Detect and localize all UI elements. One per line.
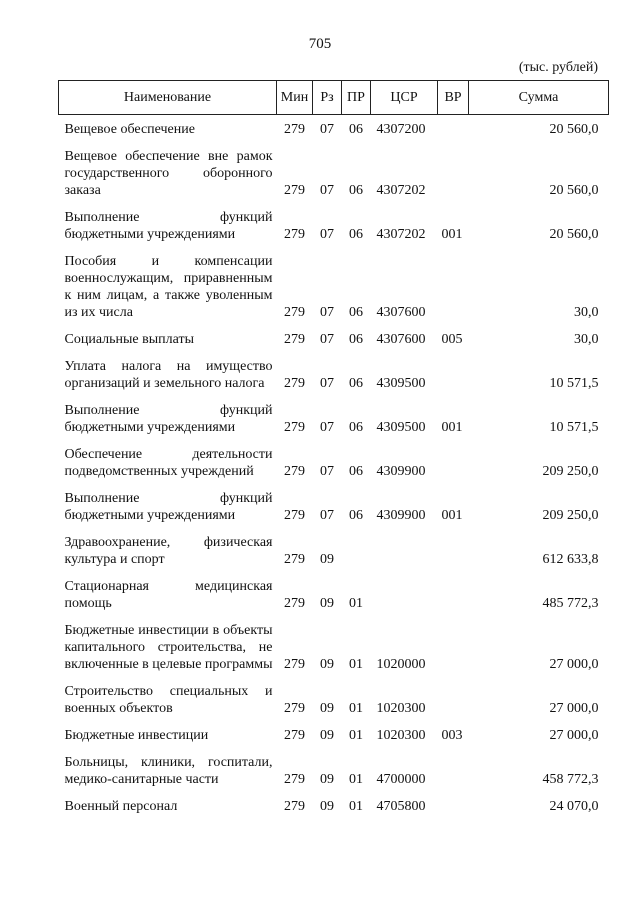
page-number: 705 <box>308 36 332 52</box>
row-rz: 07 <box>320 420 334 435</box>
row-name: Вещевое обеспечение вне рамок государственного оборонного заказа <box>64 149 273 198</box>
budget-table <box>58 80 609 819</box>
row-min: 279 <box>284 183 305 198</box>
row-sum: 20 560,0 <box>549 122 599 137</box>
table-row <box>59 396 609 440</box>
row-sum: 458 772,3 <box>542 772 599 787</box>
row-min: 279 <box>284 552 305 567</box>
row-pr: 06 <box>349 122 363 137</box>
row-csr: 4307600 <box>376 332 426 347</box>
row-pr: 06 <box>349 332 363 347</box>
table-row <box>59 748 609 792</box>
row-rz: 09 <box>320 596 334 611</box>
row-vr <box>438 748 469 792</box>
row-name: Бюджетные инвестиции <box>64 728 209 743</box>
header-rz: Рз <box>313 81 342 115</box>
table-row <box>59 528 609 572</box>
row-vr <box>438 142 469 203</box>
row-pr: 01 <box>349 799 363 814</box>
row-pr: 01 <box>349 772 363 787</box>
row-vr <box>438 616 469 677</box>
row-rz: 09 <box>320 728 334 743</box>
row-pr: 01 <box>349 728 363 743</box>
row-name: Здравоохранение, физическая культура и спорт <box>64 535 273 567</box>
table-row <box>59 721 609 748</box>
row-min: 279 <box>284 305 305 320</box>
header-min: Мин <box>277 81 313 115</box>
row-vr: 001 <box>441 420 463 435</box>
row-name: Выполнение функций бюджетными учреждениями <box>64 491 273 523</box>
row-csr: 1020000 <box>376 657 426 672</box>
row-vr: 005 <box>441 332 463 347</box>
table-row <box>59 115 609 143</box>
row-min: 279 <box>284 728 305 743</box>
row-csr: 4700000 <box>376 772 426 787</box>
row-min: 279 <box>284 376 305 391</box>
row-name: Уплата налога на имущество организаций и земельного налога <box>64 359 273 391</box>
row-name: Обеспечение деятельности подведомственных учреждений <box>64 447 273 479</box>
row-min: 279 <box>284 508 305 523</box>
row-rz: 07 <box>320 227 334 242</box>
row-csr: 4705800 <box>376 799 426 814</box>
row-name: Пособия и компенсации военнослужащим, приравненным к ним лицам, а также уволенным из их числа <box>64 254 273 320</box>
row-pr <box>342 528 371 572</box>
row-min: 279 <box>284 701 305 716</box>
row-min: 279 <box>284 657 305 672</box>
row-vr: 003 <box>441 728 463 743</box>
row-name: Бюджетные инвестиции в объекты капитального строительства, не включенные в целевые программы <box>64 623 273 672</box>
row-name: Строительство специальных и военных объектов <box>64 684 273 716</box>
row-min: 279 <box>284 420 305 435</box>
table-row <box>59 247 609 325</box>
row-sum: 27 000,0 <box>549 657 599 672</box>
row-rz: 07 <box>320 464 334 479</box>
units-label: (тыс. рублей) <box>518 60 598 75</box>
row-min: 279 <box>284 799 305 814</box>
row-sum: 20 560,0 <box>549 183 599 198</box>
row-csr: 4309500 <box>376 420 426 435</box>
row-csr: 4309500 <box>376 376 426 391</box>
table-header-row <box>59 81 609 115</box>
row-pr: 06 <box>349 508 363 523</box>
table-row <box>59 677 609 721</box>
row-csr: 1020300 <box>376 728 426 743</box>
header-name: Наименование <box>59 81 277 115</box>
row-rz: 09 <box>320 772 334 787</box>
row-csr: 1020300 <box>376 701 426 716</box>
row-csr: 4309900 <box>376 464 426 479</box>
row-name: Выполнение функций бюджетными учреждениями <box>64 210 273 242</box>
row-vr <box>438 440 469 484</box>
row-min: 279 <box>284 332 305 347</box>
row-vr <box>438 247 469 325</box>
table-row <box>59 325 609 352</box>
row-sum: 209 250,0 <box>542 508 599 523</box>
row-sum: 10 571,5 <box>549 376 599 391</box>
row-sum: 27 000,0 <box>549 701 599 716</box>
row-pr: 06 <box>349 305 363 320</box>
row-pr: 06 <box>349 376 363 391</box>
row-sum: 612 633,8 <box>542 552 599 567</box>
header-sum: Сумма <box>469 81 609 115</box>
row-rz: 07 <box>320 305 334 320</box>
row-pr: 06 <box>349 183 363 198</box>
row-vr: 001 <box>441 227 463 242</box>
table-row <box>59 352 609 396</box>
row-rz: 09 <box>320 799 334 814</box>
row-vr <box>438 572 469 616</box>
row-sum: 10 571,5 <box>549 420 599 435</box>
row-csr: 4307202 <box>376 183 426 198</box>
row-csr <box>371 572 438 616</box>
row-vr <box>438 677 469 721</box>
table-row <box>59 142 609 203</box>
row-min: 279 <box>284 772 305 787</box>
row-name: Вещевое обеспечение <box>64 122 195 137</box>
row-name: Выполнение функций бюджетными учреждениями <box>64 403 273 435</box>
row-csr: 4307600 <box>376 305 426 320</box>
table-row <box>59 616 609 677</box>
table-row <box>59 440 609 484</box>
table-row <box>59 792 609 819</box>
row-min: 279 <box>284 227 305 242</box>
row-csr: 4309900 <box>376 508 426 523</box>
row-vr <box>438 528 469 572</box>
row-pr: 06 <box>349 420 363 435</box>
row-vr: 001 <box>441 508 463 523</box>
row-pr: 01 <box>349 701 363 716</box>
row-vr <box>438 115 469 143</box>
row-sum: 209 250,0 <box>542 464 599 479</box>
header-vr: ВР <box>438 81 469 115</box>
row-pr: 06 <box>349 227 363 242</box>
row-vr <box>438 792 469 819</box>
row-min: 279 <box>284 122 305 137</box>
row-csr: 4307202 <box>376 227 426 242</box>
row-csr: 4307200 <box>376 122 426 137</box>
row-vr <box>438 352 469 396</box>
row-name: Стационарная медицинская помощь <box>64 579 273 611</box>
row-rz: 07 <box>320 183 334 198</box>
row-min: 279 <box>284 596 305 611</box>
row-name: Военный персонал <box>64 799 178 814</box>
row-rz: 09 <box>320 552 334 567</box>
row-rz: 07 <box>320 122 334 137</box>
table-row <box>59 572 609 616</box>
row-sum: 485 772,3 <box>542 596 599 611</box>
row-sum: 30,0 <box>574 305 599 320</box>
table-row <box>59 484 609 528</box>
row-rz: 07 <box>320 376 334 391</box>
row-rz: 07 <box>320 332 334 347</box>
row-csr <box>371 528 438 572</box>
row-pr: 01 <box>349 596 363 611</box>
row-name: Социальные выплаты <box>64 332 195 347</box>
row-min: 279 <box>284 464 305 479</box>
row-name: Больницы, клиники, госпитали, медико-санитарные части <box>64 755 273 787</box>
row-pr: 06 <box>349 464 363 479</box>
row-sum: 27 000,0 <box>549 728 599 743</box>
table-row <box>59 203 609 247</box>
row-rz: 09 <box>320 657 334 672</box>
row-sum: 24 070,0 <box>549 799 599 814</box>
row-rz: 07 <box>320 508 334 523</box>
header-pr: ПР <box>342 81 371 115</box>
header-csr: ЦСР <box>371 81 438 115</box>
row-rz: 09 <box>320 701 334 716</box>
row-sum: 30,0 <box>574 332 599 347</box>
row-sum: 20 560,0 <box>549 227 599 242</box>
row-pr: 01 <box>349 657 363 672</box>
